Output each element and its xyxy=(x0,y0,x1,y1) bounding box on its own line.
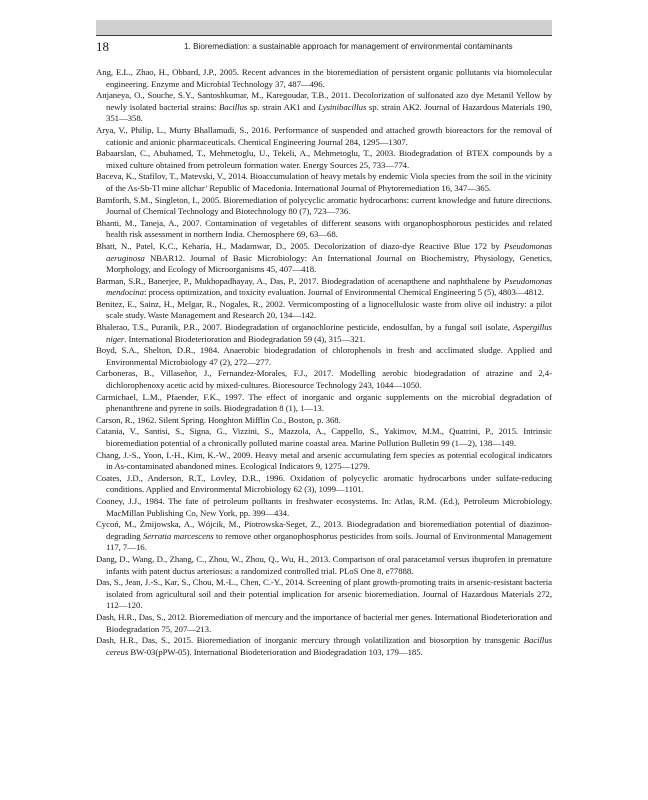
reference-entry xyxy=(96,473,552,496)
reference-entry xyxy=(96,90,552,125)
reference-text: Boyd, S.A., Shelton, D.R., 1984. Anaerobic biodegradation of chlorophenols in fresh and acclimated sludge. Applied and Environmental Microbiology 47 (2), 272—277. xyxy=(96,345,552,367)
reference-entry xyxy=(96,276,552,299)
reference-text: Chang, J.-S., Yoon, I.-H., Kim, K.-W., 2009. Heavy metal and arsenic accumulating fern species as potential ecological indicators in As-contaminated abandoned mines. Ecological Indicators 9, 1275—1279. xyxy=(96,449,552,472)
reference-text: Bhalerao, T.S., Puranik, P.R., 2007. Biodegradation of organochlorine pesticide, endosulfan, by a fungal soil isolate, xyxy=(96,322,513,333)
reference-entry xyxy=(96,392,552,415)
reference-text: Ang, E.L., Zhao, H., Obbard, J.P., 2005. Recent advances in the bioremediation of persistent organic pollutants via biomolecular engineering. Enzyme and Microbial Technology 37, 487—496. xyxy=(96,67,552,89)
reference-text: Bamforth, S.M., Singleton, I., 2005. Bioremediation of polycyclic aromatic hydrocarbons: current knowledge and future directions. Journal of Chemical Technology and Biotechnology 80 (7), 723—736. xyxy=(96,194,552,217)
reference-text: Bhanti, M., Taneja, A., 2007. Contamination of vegetables of different seasons with organophosphorous pesticides and related health risk assessment in northern India. Chemosphere 69, 63—68. xyxy=(96,217,552,240)
reference-entry xyxy=(96,612,552,635)
reference-text: Dash, H.R., Das, S., 2015. Bioremediation of inorganic mercury through volatilization and biosorption by transgenic xyxy=(96,635,524,646)
reference-text: Das, S., Jean, J.-S., Kar, S., Chou, M.-L., Chen, C.-Y., 2014. Screening of plant growth-promoting traits in arsenic-resistant bacteria isolated from agricultural soil and their potential implication for arsenic bioremediation. Journal of Hazardous Materials 272, 112—120. xyxy=(96,577,552,611)
reference-text: Arya, V., Philip, L., Murty Bhallamudi, S., 2016. Performance of suspended and attached growth bioreactors for the removal of cationic and anionic pharmaceuticals. Chemical Engineering Journal 284, 1295—1307. xyxy=(96,124,552,147)
reference-text: . International Biodeterioration and Biodegradation 59 (4), 315—321. xyxy=(124,333,366,344)
reference-italic-text: Lysinibacillus xyxy=(318,101,367,112)
reference-text: Bhatt, N., Patel, K.C., Keharia, H., Madamwar, D., 2005. Decolorization of diazo-dye Reactive Blue 172 by xyxy=(96,240,504,251)
reference-entry xyxy=(96,635,552,658)
reference-italic-text: Aspergillus niger xyxy=(106,322,552,344)
reference-entry xyxy=(96,577,552,612)
reference-italic-text: Pseudomonas aeruginosa xyxy=(106,240,552,263)
reference-entry xyxy=(96,368,552,391)
reference-italic-text: Bacillus cereus xyxy=(106,635,552,657)
reference-text: Baceva, K., Stafilov, T., Matevski, V., 2014. Bioaccumulation of heavy metals by endemic Viola species from the soil in the vicinity of the As-Sb-Tl mine allchar’ Republic of Macedonia. International Journal of Phytoremediation 16, 347—365. xyxy=(96,171,552,193)
reference-text: Cooney, J.J., 1984. The fate of petroleum polltants in freshwater ecosystems. In: Atlas, R.M. (Ed.), Petroleum Microbiology. MacMillan Publishing Co, New York, pp. 399—434. xyxy=(96,495,552,518)
reference-text: Cycoń, M., Żmijowska, A., Wójcik, M., Piotrowska-Seget, Z., 2013. Biodegradation and bioremediation potential of diazinon-degrading xyxy=(96,519,552,541)
reference-text: Catania, V., Santisi, S., Signa, G., Vizzini, S., Mazzola, A., Cappello, S., Yakimov, M.M., Quatrini, P., 2015. Intrinsic bioremediation potential of a chronically polluted marine coastal area. Marine Pollution Bulletin 99 (1—2), 138—149. xyxy=(96,426,552,448)
reference-entry xyxy=(96,171,552,194)
reference-entry xyxy=(96,241,552,276)
reference-entry xyxy=(96,345,552,368)
running-header xyxy=(96,39,552,55)
reference-text: sp. strain AK2. Journal of Hazardous Materials 190, 351—358. xyxy=(106,101,553,124)
reference-entry xyxy=(96,125,552,148)
header-rule xyxy=(96,20,552,36)
reference-text: Dang, D., Wang, D., Zhang, C., Zhou, W., Zhou, Q., Wu, H., 2013. Comparison of oral paracetamol versus ibuprofen in premature infants with patent ductus arteriosus: a randomized controlled trial. PLoS One 8, e77888. xyxy=(96,553,552,576)
reference-entry xyxy=(96,554,552,577)
reference-entry xyxy=(96,218,552,241)
reference-text: Carson, R., 1962. Silent Spring. Honghton Mifflin Co., Boston, p. 368. xyxy=(96,414,341,425)
reference-italic-text: Pseudomonas mendocina xyxy=(106,275,552,298)
reference-entry xyxy=(96,450,552,473)
reference-italic-text: Serratia marcescens xyxy=(142,530,214,541)
reference-entry xyxy=(96,67,552,90)
reference-entry xyxy=(96,148,552,171)
reference-entry xyxy=(96,322,552,345)
reference-text: sp. strain AK1 and xyxy=(247,101,319,112)
reference-text: NBAR12. Journal of Basic Microbiology: An International Journal on Biochemistry, Physiology, Genetics, Morphology, and Ecology of Microorganisms 45, 407—418. xyxy=(106,252,552,275)
reference-entry xyxy=(96,496,552,519)
reference-entry xyxy=(96,519,552,554)
reference-text: Babaarslan, C., Abuhamed, T., Mehmetoglu, U., Tekeli, A., Mehmetoglu, T., 2003. Biodegradation of BTEX compounds by a mixed culture obtained from petroleum formation water. Energy Sources 25, 733—774. xyxy=(96,148,552,170)
running-title: 1. Bioremediation: a sustainable approach for management of environmental contaminants xyxy=(184,42,513,51)
reference-text: Anjaneya, O., Souche, S.Y., Santoshkumar, M., Karegoudar, T.B., 2011. Decolorization of sulfonated azo dye Metanil Yellow by newly isolated bacterial strains: xyxy=(96,90,552,112)
reference-text: : process optimization, and toxicity evaluation. Journal of Environmental Chemical Engineering 5 (5), 4803—4812. xyxy=(143,287,544,298)
reference-entry xyxy=(96,426,552,449)
reference-entry xyxy=(96,415,552,427)
reference-list xyxy=(96,67,552,658)
reference-text: Benitez, E., Sainz, H., Melgar, R., Nogales, R., 2002. Vermicomposting of a lignocellulosic waste from olive oil industry: a pilot scale study. Waste Management and Research 20, 134—142. xyxy=(96,298,552,321)
reference-italic-text: Bacillus xyxy=(218,101,248,112)
reference-text: Barman, S.R., Banerjee, P., Mukhopadhayay, A., Das, P., 2017. Biodegradation of acenapthene and naphthalene by xyxy=(96,275,504,286)
reference-text: BW-03(pPW-05). International Biodeterioration and Biodegradation 103, 179—185. xyxy=(128,646,423,657)
reference-text: Carmichael, L.M., Pfaender, F.K., 1997. The effect of inorganic and organic supplements on the microbial degradation of phenanthrene and pyrene in soils. Biodegradation 8 (1), 1—13. xyxy=(96,391,552,414)
reference-entry xyxy=(96,195,552,218)
reference-text: Dash, H.R., Das, S., 2012. Bioremediation of mercury and the importance of bacterial mer genes. International Biodeterioration and Biodegradation 75, 207—213. xyxy=(96,611,552,634)
reference-text: Carboneras, B., Villaseñor, J., Fernandez-Morales, F.J., 2017. Modelling aerobic biodegradation of atrazine and 2,4-dichlorophenoxy acetic acid by mixed-cultures. Bioresource Technology 243, 1044—1050. xyxy=(96,368,552,391)
reference-entry xyxy=(96,299,552,322)
reference-text: Coates, J.D., Anderson, R.T., Lovley, D.R., 1996. Oxidation of polycyclic aromatic hydrocarbons under sulfate-reducing conditions. Applied and Environmental Microbiology 62 (3), 1099—1101. xyxy=(96,472,552,495)
page-number: 18 xyxy=(96,39,109,54)
reference-text: to remove other organophosphorus pesticides from soils. Journal of Environmental Management 117, 7—16. xyxy=(106,530,552,553)
